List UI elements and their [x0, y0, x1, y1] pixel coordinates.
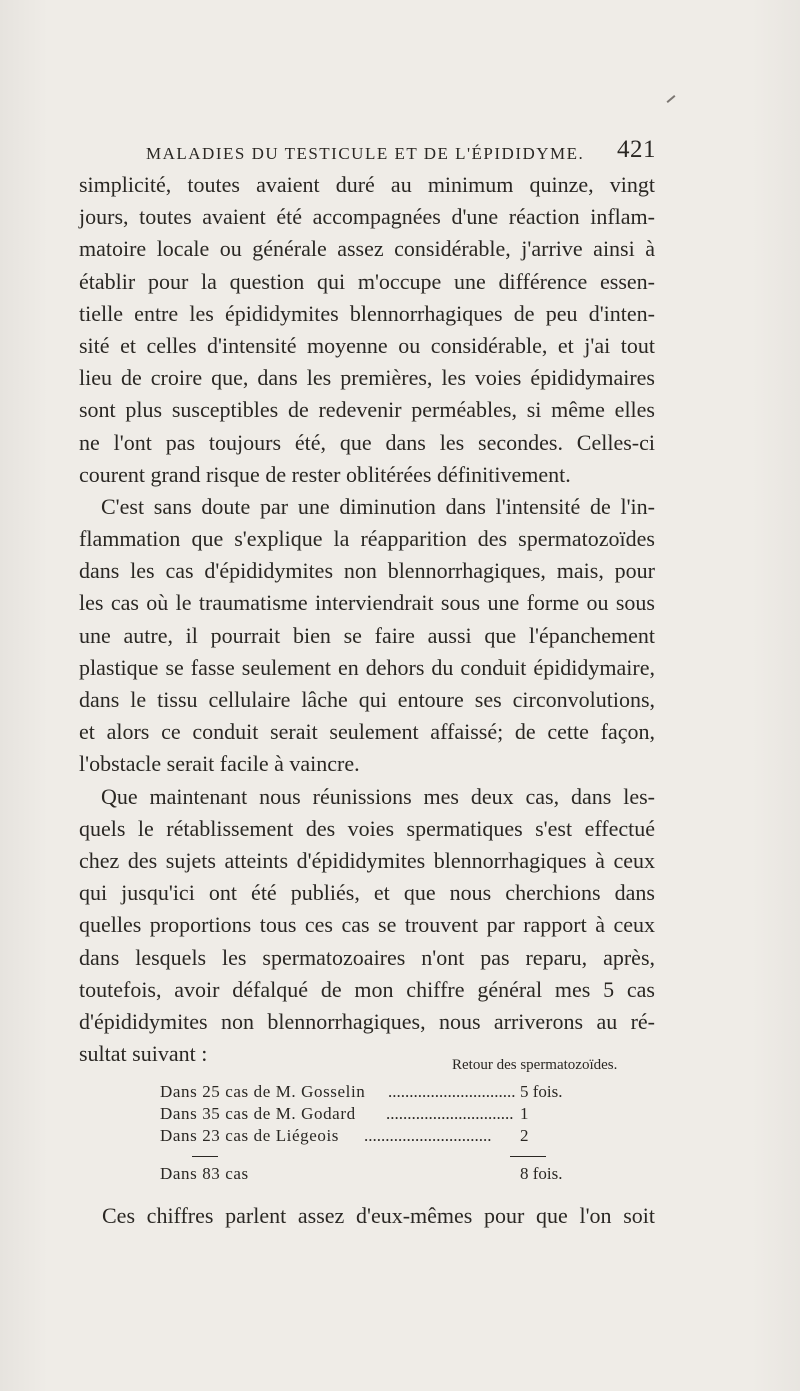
row-value: 2: [520, 1126, 529, 1145]
text-line: matoire locale ou générale assez considérable, j'arrive ainsi à: [79, 236, 655, 262]
table-row: [160, 1103, 570, 1125]
text-line: d'épididymites non blennorrhagiques, nous arriverons au ré-: [79, 1008, 655, 1034]
table-row: [160, 1125, 570, 1147]
text-line: établir pour la question qui m'occupe une différence essen-: [79, 268, 655, 294]
page-number: 421: [617, 136, 656, 163]
running-head: MALADIES DU TESTICULE ET DE L'ÉPIDIDYME.: [146, 144, 585, 163]
row-label: Dans 23 cas de Liégeois: [160, 1126, 340, 1145]
text-line: quels le rétablissement des voies spermatiques s'est effectué: [79, 815, 655, 841]
row-label: Dans 25 cas de M. Gosselin: [160, 1082, 366, 1101]
table-column-header: Retour des spermatozoïdes.: [452, 1057, 618, 1073]
text-line: dans lesquels les spermatozoaires n'ont pas reparu, après,: [79, 944, 655, 970]
text-line: C'est sans doute par une diminution dans l'intensité de l'in-: [101, 493, 655, 519]
page-header: [146, 136, 656, 172]
total-value: 8 fois.: [520, 1164, 563, 1183]
body-text: [79, 169, 655, 1070]
total-rule-left: [192, 1156, 218, 1157]
text-line: qui jusqu'ici ont été publiés, et que nous cherchions dans: [79, 880, 655, 906]
text-line: une autre, il pourrait bien se faire aussi que l'épanchement: [79, 622, 655, 648]
text-line: sultat suivant :: [79, 1041, 208, 1067]
row-value: 5 fois.: [520, 1082, 563, 1101]
text-line: tielle entre les épididymites blennorrhagiques de peu d'inten-: [79, 300, 655, 326]
text-line: flammation que s'explique la réapparition des spermatozoïdes: [79, 526, 655, 552]
text-line: courent grand risque de rester oblitérées définitivement.: [79, 461, 571, 487]
text-line: plastique se fasse seulement en dehors du conduit épididymaire,: [79, 654, 655, 680]
row-leader-dots: ..............................: [386, 1104, 514, 1123]
text-line: jours, toutes avaient été accompagnées d'une réaction inflam-: [79, 204, 655, 230]
text-line: Que maintenant nous réunissions mes deux cas, dans les-: [101, 783, 655, 809]
total-rule-right: [510, 1156, 546, 1157]
text-line: Ces chiffres parlent assez d'eux-mêmes pour que l'on soit: [102, 1203, 655, 1228]
table-total-row: [160, 1163, 570, 1185]
text-line: et alors ce conduit serait seulement affaissé; de cette façon,: [79, 719, 655, 745]
row-leader-dots: ..............................: [388, 1082, 516, 1101]
row-value: 1: [520, 1104, 529, 1123]
text-line: toutefois, avoir défalqué de mon chiffre général mes 5 cas: [79, 976, 655, 1002]
ink-mark: [667, 95, 676, 103]
row-label: Dans 35 cas de M. Godard: [160, 1104, 356, 1123]
row-leader-dots: ..............................: [364, 1126, 492, 1145]
text-line: l'obstacle serait facile à vaincre.: [79, 751, 360, 777]
text-line: dans le tissu cellulaire lâche qui entoure ses circonvolutions,: [79, 687, 655, 712]
text-line: lieu de croire que, dans les premières, les voies épididymaires: [79, 365, 655, 391]
text-line: les cas où le traumatisme interviendrait sous une forme ou sous: [79, 590, 655, 616]
text-line: sont plus susceptibles de redevenir perméables, si même elles: [79, 397, 655, 423]
text-line: quelles proportions tous ces cas se trouvent par rapport à ceux: [79, 912, 655, 938]
text-line: simplicité, toutes avaient duré au minimum quinze, vingt: [79, 172, 655, 197]
table-row: [160, 1081, 570, 1103]
text-line: sité et celles d'intensité moyenne ou considérable, et j'ai tout: [79, 332, 655, 358]
text-line: ne l'ont pas toujours été, que dans les secondes. Celles-ci: [79, 429, 655, 455]
text-line: dans les cas d'épididymites non blennorrhagiques, mais, pour: [79, 558, 655, 584]
text-line: chez des sujets atteints d'épididymites blennorrhagiques à ceux: [79, 847, 655, 873]
total-label: Dans 83 cas: [160, 1164, 249, 1183]
